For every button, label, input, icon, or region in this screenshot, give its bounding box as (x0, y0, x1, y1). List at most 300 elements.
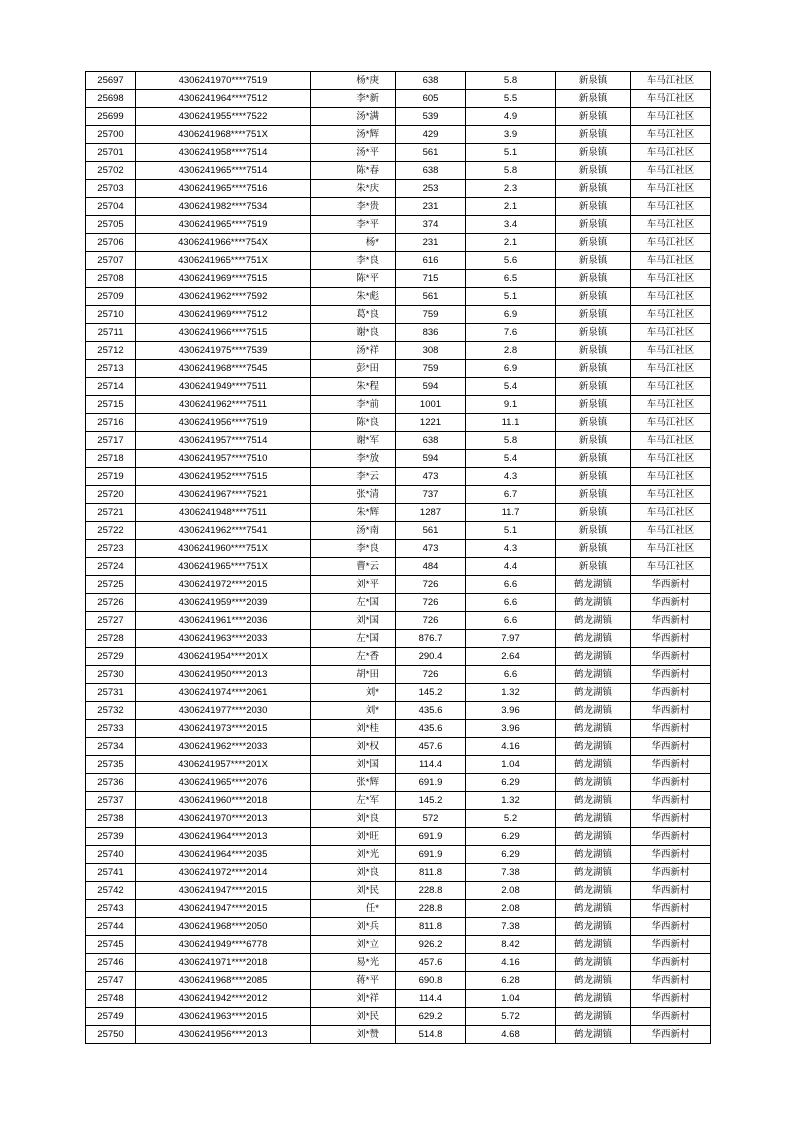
table-row (86, 540, 711, 558)
cell-index: 25697 (86, 72, 136, 90)
table-row (86, 288, 711, 306)
cell-index: 25733 (86, 720, 136, 738)
cell-amount: 561 (396, 522, 466, 540)
cell-name: 刘*良 (311, 864, 396, 882)
cell-amount: 1221 (396, 414, 466, 432)
table-row (86, 414, 711, 432)
cell-index: 25735 (86, 756, 136, 774)
data-table (85, 71, 711, 1044)
cell-name: 刘*良 (311, 810, 396, 828)
cell-id-number: 4306241965****7519 (136, 216, 311, 234)
cell-index: 25718 (86, 450, 136, 468)
cell-id-number: 4306241968****2050 (136, 918, 311, 936)
cell-rate: 6.6 (466, 612, 556, 630)
cell-id-number: 4306241971****2018 (136, 954, 311, 972)
cell-village: 车马江社区 (631, 396, 711, 414)
table-row (86, 432, 711, 450)
table-row (86, 468, 711, 486)
cell-rate: 1.04 (466, 990, 556, 1008)
cell-village: 华西新村 (631, 630, 711, 648)
cell-name: 刘*旺 (311, 828, 396, 846)
cell-id-number: 4306241964****2035 (136, 846, 311, 864)
cell-village: 车马江社区 (631, 324, 711, 342)
cell-amount: 836 (396, 324, 466, 342)
cell-name: 左*香 (311, 648, 396, 666)
cell-id-number: 4306241952****7515 (136, 468, 311, 486)
cell-index: 25722 (86, 522, 136, 540)
cell-id-number: 4306241961****2036 (136, 612, 311, 630)
cell-rate: 2.64 (466, 648, 556, 666)
table-row (86, 198, 711, 216)
cell-town: 鹤龙湖镇 (556, 756, 631, 774)
cell-village: 华西新村 (631, 954, 711, 972)
table-row (86, 522, 711, 540)
cell-town: 新泉镇 (556, 396, 631, 414)
cell-name: 汤*满 (311, 108, 396, 126)
cell-id-number: 4306241965****751X (136, 558, 311, 576)
cell-rate: 5.1 (466, 522, 556, 540)
table-row (86, 342, 711, 360)
cell-id-number: 4306241950****2013 (136, 666, 311, 684)
cell-town: 鹤龙湖镇 (556, 936, 631, 954)
cell-amount: 811.8 (396, 864, 466, 882)
cell-village: 车马江社区 (631, 378, 711, 396)
cell-index: 25746 (86, 954, 136, 972)
cell-village: 华西新村 (631, 972, 711, 990)
cell-id-number: 4306241957****201X (136, 756, 311, 774)
cell-index: 25721 (86, 504, 136, 522)
cell-rate: 11.7 (466, 504, 556, 522)
cell-town: 鹤龙湖镇 (556, 594, 631, 612)
cell-village: 华西新村 (631, 612, 711, 630)
cell-village: 华西新村 (631, 774, 711, 792)
cell-village: 华西新村 (631, 990, 711, 1008)
cell-name: 李*平 (311, 216, 396, 234)
cell-village: 华西新村 (631, 666, 711, 684)
cell-village: 华西新村 (631, 918, 711, 936)
cell-town: 鹤龙湖镇 (556, 918, 631, 936)
cell-town: 鹤龙湖镇 (556, 738, 631, 756)
cell-amount: 114.4 (396, 990, 466, 1008)
cell-id-number: 4306241960****751X (136, 540, 311, 558)
cell-index: 25704 (86, 198, 136, 216)
cell-id-number: 4306241948****7511 (136, 504, 311, 522)
cell-amount: 231 (396, 198, 466, 216)
cell-id-number: 4306241965****2076 (136, 774, 311, 792)
table-row (86, 630, 711, 648)
cell-id-number: 4306241942****2012 (136, 990, 311, 1008)
cell-village: 华西新村 (631, 738, 711, 756)
table-row (86, 720, 711, 738)
table-row (86, 882, 711, 900)
cell-town: 新泉镇 (556, 522, 631, 540)
cell-rate: 7.97 (466, 630, 556, 648)
cell-index: 25750 (86, 1026, 136, 1044)
cell-amount: 629.2 (396, 1008, 466, 1026)
cell-amount: 561 (396, 144, 466, 162)
cell-amount: 638 (396, 432, 466, 450)
cell-name: 刘*权 (311, 738, 396, 756)
cell-town: 新泉镇 (556, 270, 631, 288)
cell-amount: 726 (396, 612, 466, 630)
table-row (86, 144, 711, 162)
table-row (86, 918, 711, 936)
cell-rate: 4.3 (466, 540, 556, 558)
cell-village: 车马江社区 (631, 504, 711, 522)
cell-amount: 572 (396, 810, 466, 828)
table-row (86, 216, 711, 234)
cell-village: 华西新村 (631, 1008, 711, 1026)
table-row (86, 72, 711, 90)
cell-village: 车马江社区 (631, 360, 711, 378)
cell-index: 25708 (86, 270, 136, 288)
cell-amount: 1001 (396, 396, 466, 414)
cell-rate: 2.1 (466, 198, 556, 216)
cell-index: 25712 (86, 342, 136, 360)
cell-id-number: 4306241970****2013 (136, 810, 311, 828)
cell-rate: 5.8 (466, 162, 556, 180)
cell-amount: 690.8 (396, 972, 466, 990)
cell-name: 李*良 (311, 252, 396, 270)
cell-amount: 737 (396, 486, 466, 504)
cell-town: 鹤龙湖镇 (556, 576, 631, 594)
cell-amount: 726 (396, 594, 466, 612)
table-row (86, 774, 711, 792)
cell-id-number: 4306241966****754X (136, 234, 311, 252)
table-row (86, 990, 711, 1008)
cell-index: 25745 (86, 936, 136, 954)
cell-rate: 4.16 (466, 954, 556, 972)
cell-rate: 8.42 (466, 936, 556, 954)
cell-town: 新泉镇 (556, 252, 631, 270)
cell-village: 车马江社区 (631, 288, 711, 306)
cell-index: 25743 (86, 900, 136, 918)
cell-name: 任* (311, 900, 396, 918)
cell-rate: 1.32 (466, 792, 556, 810)
cell-name: 杨*庚 (311, 72, 396, 90)
table-row (86, 702, 711, 720)
cell-id-number: 4306241965****7514 (136, 162, 311, 180)
cell-rate: 3.9 (466, 126, 556, 144)
cell-name: 胡*田 (311, 666, 396, 684)
cell-rate: 7.38 (466, 918, 556, 936)
cell-amount: 228.8 (396, 900, 466, 918)
cell-amount: 638 (396, 72, 466, 90)
cell-town: 新泉镇 (556, 288, 631, 306)
cell-name: 刘*国 (311, 756, 396, 774)
cell-index: 25742 (86, 882, 136, 900)
cell-name: 刘*兵 (311, 918, 396, 936)
cell-index: 25739 (86, 828, 136, 846)
cell-rate: 2.8 (466, 342, 556, 360)
table-row (86, 666, 711, 684)
cell-rate: 1.04 (466, 756, 556, 774)
cell-rate: 3.4 (466, 216, 556, 234)
cell-town: 新泉镇 (556, 558, 631, 576)
cell-index: 25728 (86, 630, 136, 648)
cell-village: 车马江社区 (631, 486, 711, 504)
cell-name: 张*清 (311, 486, 396, 504)
cell-town: 新泉镇 (556, 198, 631, 216)
cell-id-number: 4306241947****2015 (136, 900, 311, 918)
table-row (86, 954, 711, 972)
cell-name: 蒋*平 (311, 972, 396, 990)
cell-name: 左*国 (311, 630, 396, 648)
cell-rate: 6.5 (466, 270, 556, 288)
cell-village: 车马江社区 (631, 144, 711, 162)
cell-village: 车马江社区 (631, 522, 711, 540)
cell-id-number: 4306241972****2015 (136, 576, 311, 594)
cell-id-number: 4306241969****7512 (136, 306, 311, 324)
cell-index: 25734 (86, 738, 136, 756)
cell-id-number: 4306241959****2039 (136, 594, 311, 612)
cell-village: 车马江社区 (631, 450, 711, 468)
cell-id-number: 4306241965****751X (136, 252, 311, 270)
cell-name: 易*光 (311, 954, 396, 972)
cell-town: 新泉镇 (556, 360, 631, 378)
cell-town: 鹤龙湖镇 (556, 954, 631, 972)
cell-index: 25705 (86, 216, 136, 234)
cell-index: 25720 (86, 486, 136, 504)
cell-village: 华西新村 (631, 810, 711, 828)
cell-town: 新泉镇 (556, 108, 631, 126)
cell-village: 华西新村 (631, 846, 711, 864)
table-row (86, 612, 711, 630)
table-row (86, 306, 711, 324)
table-row (86, 576, 711, 594)
cell-rate: 6.29 (466, 828, 556, 846)
table-row (86, 324, 711, 342)
cell-index: 25702 (86, 162, 136, 180)
cell-amount: 484 (396, 558, 466, 576)
cell-amount: 876.7 (396, 630, 466, 648)
cell-name: 陈*春 (311, 162, 396, 180)
cell-amount: 514.8 (396, 1026, 466, 1044)
cell-index: 25724 (86, 558, 136, 576)
cell-index: 25727 (86, 612, 136, 630)
cell-village: 华西新村 (631, 756, 711, 774)
cell-name: 刘*桂 (311, 720, 396, 738)
cell-name: 陈*平 (311, 270, 396, 288)
cell-amount: 228.8 (396, 882, 466, 900)
cell-id-number: 4306241957****7510 (136, 450, 311, 468)
cell-rate: 6.6 (466, 576, 556, 594)
cell-index: 25709 (86, 288, 136, 306)
cell-town: 鹤龙湖镇 (556, 990, 631, 1008)
cell-id-number: 4306241968****2085 (136, 972, 311, 990)
cell-town: 鹤龙湖镇 (556, 846, 631, 864)
cell-name: 刘* (311, 702, 396, 720)
cell-rate: 4.16 (466, 738, 556, 756)
cell-name: 张*辉 (311, 774, 396, 792)
cell-name: 汤*辉 (311, 126, 396, 144)
cell-amount: 811.8 (396, 918, 466, 936)
cell-town: 新泉镇 (556, 324, 631, 342)
cell-name: 葛*良 (311, 306, 396, 324)
cell-index: 25738 (86, 810, 136, 828)
cell-id-number: 4306241962****7511 (136, 396, 311, 414)
table-row (86, 594, 711, 612)
cell-id-number: 4306241970****7519 (136, 72, 311, 90)
cell-name: 汤*祥 (311, 342, 396, 360)
cell-amount: 473 (396, 540, 466, 558)
cell-town: 新泉镇 (556, 342, 631, 360)
cell-village: 车马江社区 (631, 432, 711, 450)
cell-rate: 11.1 (466, 414, 556, 432)
cell-name: 李*贵 (311, 198, 396, 216)
cell-name: 汤*南 (311, 522, 396, 540)
cell-amount: 374 (396, 216, 466, 234)
cell-index: 25699 (86, 108, 136, 126)
cell-amount: 435.6 (396, 702, 466, 720)
cell-index: 25730 (86, 666, 136, 684)
cell-name: 左*军 (311, 792, 396, 810)
cell-id-number: 4306241965****7516 (136, 180, 311, 198)
cell-id-number: 4306241963****2033 (136, 630, 311, 648)
cell-amount: 308 (396, 342, 466, 360)
cell-index: 25715 (86, 396, 136, 414)
table-row (86, 738, 711, 756)
cell-town: 鹤龙湖镇 (556, 972, 631, 990)
cell-amount: 759 (396, 306, 466, 324)
cell-rate: 2.08 (466, 900, 556, 918)
table-row (86, 972, 711, 990)
cell-amount: 726 (396, 666, 466, 684)
cell-town: 鹤龙湖镇 (556, 720, 631, 738)
cell-id-number: 4306241958****7514 (136, 144, 311, 162)
cell-village: 华西新村 (631, 1026, 711, 1044)
cell-index: 25716 (86, 414, 136, 432)
cell-amount: 691.9 (396, 846, 466, 864)
cell-village: 车马江社区 (631, 234, 711, 252)
cell-town: 鹤龙湖镇 (556, 612, 631, 630)
cell-town: 新泉镇 (556, 432, 631, 450)
cell-name: 曹*云 (311, 558, 396, 576)
cell-id-number: 4306241969****7515 (136, 270, 311, 288)
cell-name: 朱*庆 (311, 180, 396, 198)
cell-amount: 473 (396, 468, 466, 486)
cell-index: 25717 (86, 432, 136, 450)
table-row (86, 504, 711, 522)
cell-index: 25749 (86, 1008, 136, 1026)
cell-rate: 6.29 (466, 774, 556, 792)
table-row (86, 270, 711, 288)
cell-name: 刘*祥 (311, 990, 396, 1008)
cell-name: 杨* (311, 234, 396, 252)
cell-village: 车马江社区 (631, 468, 711, 486)
cell-rate: 6.6 (466, 594, 556, 612)
table-row (86, 486, 711, 504)
cell-rate: 4.3 (466, 468, 556, 486)
cell-rate: 5.72 (466, 1008, 556, 1026)
cell-id-number: 4306241963****2015 (136, 1008, 311, 1026)
table-row (86, 684, 711, 702)
cell-village: 华西新村 (631, 720, 711, 738)
cell-amount: 539 (396, 108, 466, 126)
table-row (86, 810, 711, 828)
cell-rate: 5.6 (466, 252, 556, 270)
cell-amount: 638 (396, 162, 466, 180)
cell-name: 刘*平 (311, 576, 396, 594)
cell-village: 车马江社区 (631, 180, 711, 198)
cell-village: 车马江社区 (631, 90, 711, 108)
table-row (86, 792, 711, 810)
cell-amount: 457.6 (396, 738, 466, 756)
cell-id-number: 4306241964****2013 (136, 828, 311, 846)
cell-town: 鹤龙湖镇 (556, 774, 631, 792)
cell-name: 朱*彪 (311, 288, 396, 306)
cell-index: 25726 (86, 594, 136, 612)
cell-village: 华西新村 (631, 594, 711, 612)
cell-amount: 726 (396, 576, 466, 594)
cell-rate: 5.4 (466, 450, 556, 468)
cell-town: 新泉镇 (556, 72, 631, 90)
cell-id-number: 4306241962****7592 (136, 288, 311, 306)
cell-village: 华西新村 (631, 900, 711, 918)
table-row (86, 180, 711, 198)
cell-name: 刘*赞 (311, 1026, 396, 1044)
cell-town: 鹤龙湖镇 (556, 1008, 631, 1026)
cell-index: 25744 (86, 918, 136, 936)
table-body (86, 72, 711, 1044)
table-row (86, 450, 711, 468)
cell-index: 25732 (86, 702, 136, 720)
cell-index: 25748 (86, 990, 136, 1008)
cell-amount: 253 (396, 180, 466, 198)
table-row (86, 1026, 711, 1044)
cell-amount: 594 (396, 450, 466, 468)
cell-amount: 715 (396, 270, 466, 288)
cell-name: 左*国 (311, 594, 396, 612)
cell-name: 李*新 (311, 90, 396, 108)
cell-index: 25711 (86, 324, 136, 342)
cell-rate: 2.1 (466, 234, 556, 252)
table-row (86, 126, 711, 144)
cell-amount: 1287 (396, 504, 466, 522)
cell-id-number: 4306241955****7522 (136, 108, 311, 126)
cell-rate: 2.3 (466, 180, 556, 198)
cell-town: 鹤龙湖镇 (556, 630, 631, 648)
cell-id-number: 4306241956****2013 (136, 1026, 311, 1044)
cell-town: 鹤龙湖镇 (556, 702, 631, 720)
table-row (86, 252, 711, 270)
cell-town: 新泉镇 (556, 414, 631, 432)
cell-town: 新泉镇 (556, 468, 631, 486)
cell-rate: 5.1 (466, 144, 556, 162)
cell-id-number: 4306241947****2015 (136, 882, 311, 900)
cell-town: 新泉镇 (556, 90, 631, 108)
cell-amount: 435.6 (396, 720, 466, 738)
cell-town: 鹤龙湖镇 (556, 828, 631, 846)
cell-id-number: 4306241949****6778 (136, 936, 311, 954)
cell-town: 鹤龙湖镇 (556, 864, 631, 882)
cell-rate: 5.1 (466, 288, 556, 306)
cell-amount: 429 (396, 126, 466, 144)
cell-village: 车马江社区 (631, 270, 711, 288)
cell-town: 鹤龙湖镇 (556, 1026, 631, 1044)
cell-name: 彭*田 (311, 360, 396, 378)
cell-rate: 3.96 (466, 702, 556, 720)
cell-amount: 231 (396, 234, 466, 252)
cell-amount: 457.6 (396, 954, 466, 972)
cell-index: 25698 (86, 90, 136, 108)
cell-name: 朱*辉 (311, 504, 396, 522)
cell-village: 华西新村 (631, 936, 711, 954)
cell-rate: 5.2 (466, 810, 556, 828)
cell-name: 刘*立 (311, 936, 396, 954)
cell-amount: 759 (396, 360, 466, 378)
cell-rate: 6.6 (466, 666, 556, 684)
